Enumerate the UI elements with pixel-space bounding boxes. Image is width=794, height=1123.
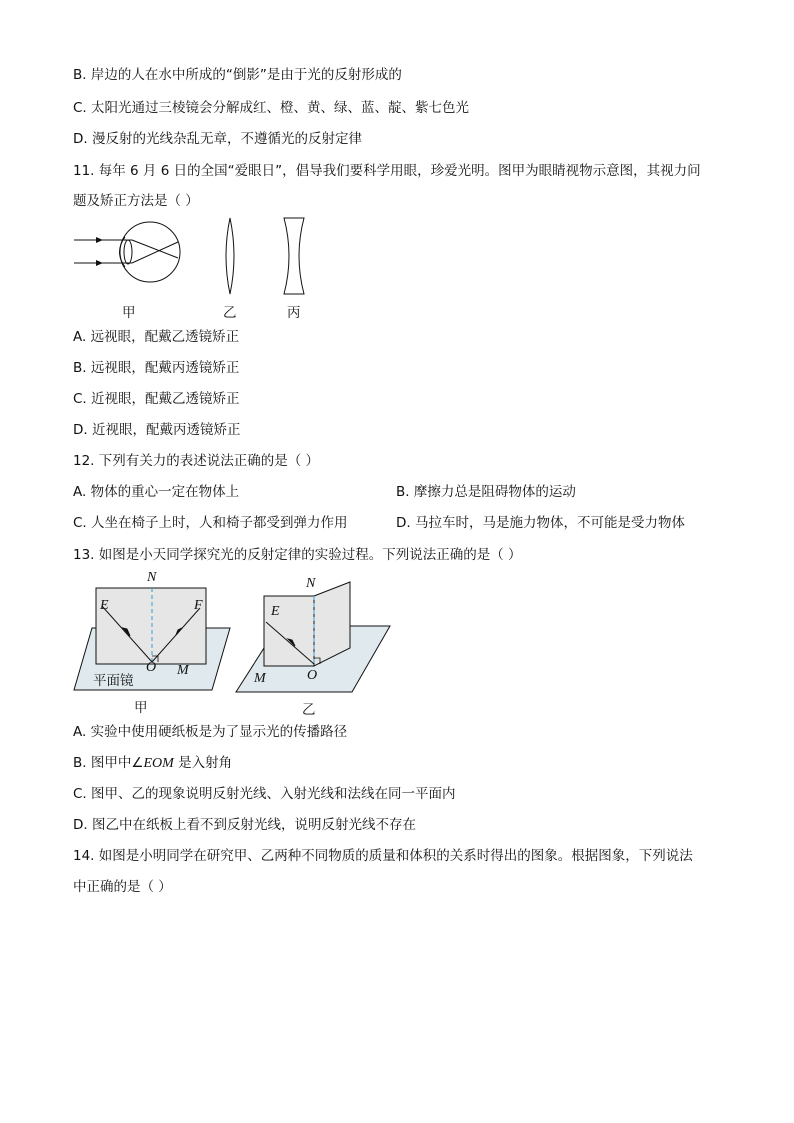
q11-stem-line2: 题及矫正方法是（ ） — [73, 193, 199, 209]
label-m-yi: M — [254, 671, 266, 686]
q13-option-c: C. 图甲、乙的现象说明反射光线、入射光线和法线在同一平面内 — [73, 786, 456, 802]
label-n-jia: N — [147, 570, 157, 585]
label-o-yi: O — [307, 668, 318, 683]
q13-stem: 13. 如图是小天同学探究光的反射定律的实验过程。下列说法正确的是（ ） — [73, 547, 522, 563]
q12-option-b: B. 摩擦力总是阻碍物体的运动 — [396, 484, 576, 500]
q13-option-d: D. 图乙中在纸板上看不到反射光线，说明反射光线不存在 — [73, 817, 416, 833]
eye-diagram — [70, 212, 190, 292]
q10-option-c: C. 太阳光通过三棱镜会分解成红、橙、黄、绿、蓝、靛、紫七色光 — [73, 100, 470, 116]
fig-label-yi: 乙 — [223, 305, 237, 321]
label-e-yi: E — [271, 604, 280, 619]
q14-stem-line2: 中正确的是（ ） — [73, 879, 172, 895]
q12-option-a: A. 物体的重心一定在物体上 — [73, 484, 240, 500]
q10-option-b: B. 岸边的人在水中所成的“倒影”是由于光的反射形成的 — [73, 67, 402, 83]
label-n-yi: N — [306, 576, 316, 591]
label-o-jia: O — [146, 660, 157, 675]
q11-stem-line1: 11. 每年 6 月 6 日的全国“爱眼日”，倡导我们要科学用眼，珍爱光明。图甲为眼睛视物示意图，其视力问 — [73, 163, 701, 179]
q12-option-d: D. 马拉车时，马是施力物体，不可能是受力物体 — [396, 515, 685, 531]
q13-option-b-prefix: B. 图甲中∠ — [73, 755, 144, 771]
convex-lens — [222, 216, 238, 296]
q13-option-a: A. 实验中使用硬纸板是为了显示光的传播路径 — [73, 724, 348, 740]
q10-option-d: D. 漫反射的光线杂乱无章，不遵循光的反射定律 — [73, 131, 362, 147]
q11-option-a: A. 远视眼，配戴乙透镜矫正 — [73, 329, 240, 345]
q12-option-c: C. 人坐在椅子上时，人和椅子都受到弹力作用 — [73, 515, 348, 531]
label-e-jia: E — [100, 598, 109, 613]
label-m-jia: M — [177, 663, 189, 678]
concave-lens — [282, 216, 306, 296]
label-f-jia: F — [194, 598, 203, 613]
q13-option-b-angle: EOM — [143, 756, 174, 771]
fig-label-jia: 甲 — [122, 305, 136, 321]
q11-option-d: D. 近视眼，配戴丙透镜矫正 — [73, 422, 241, 438]
q13-option-b-suffix: 是入射角 — [173, 755, 233, 771]
q14-stem-line1: 14. 如图是小明同学在研究甲、乙两种不同物质的质量和体积的关系时得出的图象。根据图象，下列说法 — [73, 848, 693, 864]
mirror-label: 平面镜 — [93, 673, 134, 689]
fig-label-yi-13: 乙 — [302, 702, 316, 718]
fig-label-bing: 丙 — [287, 305, 301, 321]
q13-option-b — [73, 754, 232, 773]
q11-option-c: C. 近视眼，配戴乙透镜矫正 — [73, 391, 240, 407]
q12-stem: 12. 下列有关力的表述说法正确的是（ ） — [73, 453, 320, 469]
q11-option-b: B. 远视眼，配戴丙透镜矫正 — [73, 360, 240, 376]
fig-label-jia-13: 甲 — [134, 700, 148, 716]
